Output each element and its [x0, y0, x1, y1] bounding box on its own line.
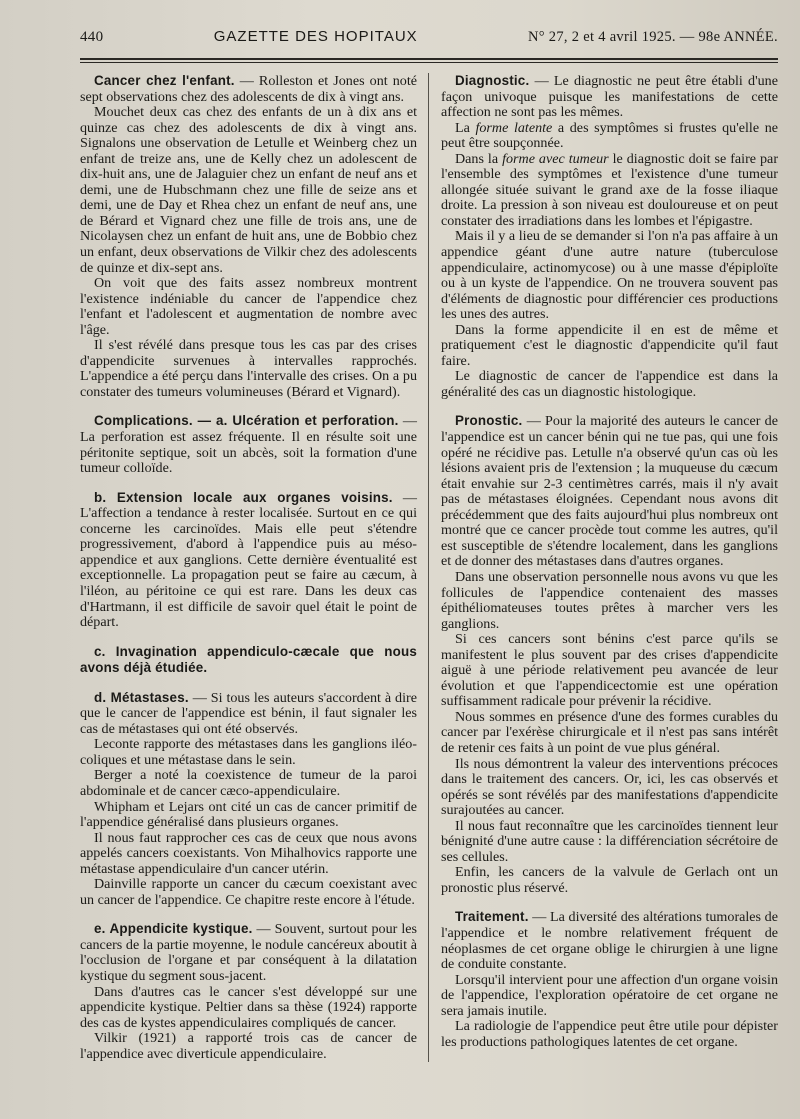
paragraph-text: — La perforation est assez fréquente. Il en résulte soit une péritonite septique, soit un abcès, soit la formation d'une tumeur colloïde.: [80, 413, 417, 477]
paragraph: [80, 644, 417, 677]
paragraph: [80, 921, 417, 984]
paragraph: Dans une observation personnelle nous avons vu que les follicules de l'appendice contenaient des masses épithéliomateuses toutes prêtes à marcher vers les ganglions.: [441, 568, 778, 632]
issue-info: N° 27, 2 et 4 avril 1925. — 98e ANNÉE.: [528, 29, 778, 45]
paragraph: Il s'est révélé dans presque tous les cas par des crises d'appendicite survenues à intervalles rapprochés. L'appendice a été perçu dans l'intervalle des crises. On a pu constater des tumeurs volumineuses (Bérard et Vignard).: [80, 337, 417, 400]
paragraph: Il nous faut rapprocher ces cas de ceux que nous avons appelés cancers coexistants. Von Mihalhovics rapporte une métastase appendiculaire d'un cancer utérin.: [80, 829, 417, 877]
italic-term: forme avec tumeur: [502, 150, 609, 167]
article-columns: [80, 73, 778, 1062]
section-heading: Cancer chez l'enfant.: [94, 73, 235, 88]
paragraph: Leconte rapporte des métastases dans les ganglions iléo-coliques et une métastase dans le sein.: [80, 736, 417, 768]
paragraph: [80, 413, 417, 476]
section-heading: e. Appendicite kystique.: [94, 921, 253, 937]
paragraph: Le diagnostic de cancer de l'appendice est dans la généralité des cas un diagnostic histologique.: [441, 368, 778, 400]
paragraph-text: — Rolleston et Jones ont noté sept observations chez des adolescents de dix à vingt ans.: [80, 73, 417, 105]
section-heading: Traitement.: [455, 909, 529, 925]
paragraph: Whipham et Lejars ont cité un cas de cancer primitif de l'appendice généralisé dans plusieurs organes.: [80, 798, 417, 831]
page-number: 440: [80, 29, 104, 45]
header-rule-thin: [80, 62, 778, 63]
paragraph: Dainville rapporte un cancer du cæcum coexistant avec un cancer de l'appendice. Ce chapitre reste encore à l'étude.: [80, 876, 417, 908]
section-heading: d. Métastases.: [94, 689, 189, 705]
paragraph: Nous sommes en présence d'une des formes curables du cancer par l'exérèse chirurgicale et il n'est pas sans intérêt de retenir ces faits à un point de vue plus général.: [441, 708, 778, 756]
paragraph: [80, 490, 417, 631]
paragraph: [441, 413, 778, 569]
paragraph-text: — Pour la majorité des auteurs le cancer de l'appendice est un cancer bénin qui ne tue pas, qui une fois opéré ne récidive pas. Letulle n'a observé qu'un cas où les lésions avaient pris de l'extension ; la muqueuse du cæcum était envahie sur 2-3 centimètres carrés, mais il n'y avait pas de métastases éloignées. Cependant nous avons dit précédemment que des faits aujourd'hui plus nombreux ont montré que ce cancer procède tout comme les autres, qu'il est susceptible de s'étendre localement, dans les ganglions et de donner des métastases dans d'autres organes.: [441, 413, 778, 570]
left-column: [80, 73, 428, 1062]
paragraph: [441, 909, 778, 972]
paragraph-text: a des symptômes si frustes qu'elle ne peut être soupçonnée.: [441, 119, 779, 152]
paragraph: Ils nous démontrent la valeur des interventions précoces dans le traitement des cancers. Or, ici, les cas observés et opérés se sont révélés par des manifestations d'appendicite surajoutées au cancer.: [441, 755, 778, 819]
paragraph-text: — Le diagnostic ne peut être établi d'une façon univoque puisque les manifestations de cette affection ne sont pas les mêmes.: [441, 73, 778, 121]
paragraph: [80, 73, 417, 105]
header-rule: [80, 58, 778, 60]
italic-term: forme latente: [475, 119, 553, 136]
right-column: [428, 73, 778, 1062]
paragraph-text: — La diversité des altérations tumorales de l'appendice et le nombre relativement fréquent de néoplasmes de cet organe oblige le chirurgien à une ligne de conduite constante.: [441, 909, 778, 973]
page-header: [80, 28, 778, 54]
paragraph-text: La: [455, 119, 476, 136]
section-heading: Pronostic.: [455, 413, 523, 429]
paragraph: [441, 152, 778, 230]
section-heading: Complications. — a. Ulcération et perforation.: [94, 413, 399, 429]
paragraph-text: — Si tous les auteurs s'accordent à dire que le cancer de l'appendice est bénin, il faut signaler les cas de métastases qui ont été observés.: [80, 689, 417, 737]
paragraph: Enfin, les cancers de la valvule de Gerlach ont un pronostic plus réservé.: [441, 864, 778, 896]
section-heading: Diagnostic.: [455, 73, 530, 88]
paragraph: Mouchet deux cas chez des enfants de un à dix ans et quinze cas chez des adolescents de dix à vingt ans. Signalons une observation de Letulle et Weinberg chez un enfant de treize ans, une de Kelly chez un adolescent de dix-huit ans, une de Jalaguier chez un enfant de neuf ans et demi, une de Hubschmann chez une fille de seize ans et demi, une de Day et Rhea chez un enfant de neuf ans, une de Bérard et Vignard chez une fille de trois ans, une de Nicolaysen chez un enfant de huit ans, une de Bobbio chez un enfant, deux observations de Vilkir chez des adolescents de quinze et dix-sept ans.: [80, 104, 417, 276]
paragraph: Dans d'autres cas le cancer s'est développé sur une appendicite kystique. Peltier dans sa thèse (1924) rapporte des cas de kystes appendiculaires compliqués de cancer.: [80, 983, 417, 1031]
section-heading: b. Extension locale aux organes voisins.: [94, 489, 393, 505]
paragraph: [441, 73, 778, 121]
paragraph-text: — L'affection a tendance à rester localisée. Surtout en ce qui concerne les carcinoïdes. Mais elle peut s'étendre progressivement, d'abord à l'appendice puis au méso-appendice et aux ganglions. Cette dernière éventualité est exceptionnelle. La propagation peut se faire au cæcum, à l'iléon, au péritoine ce qui est rare. Dans les deux cas d'Hartmann, il est difficile de savoir quel était le point de départ.: [80, 489, 417, 631]
paragraph: [80, 690, 417, 738]
paragraph: [441, 121, 778, 152]
paragraph: La radiologie de l'appendice peut être utile pour dépister les productions pathologiques latentes de cet organe.: [441, 1018, 778, 1050]
paragraph: Berger a noté la coexistence de tumeur de la paroi abdominale et de cancer cæco-appendiculaire.: [80, 767, 417, 799]
paragraph: Mais il y a lieu de se demander si l'on n'a pas affaire à un appendice géant d'une autre nature (tuberculose appendiculaire, actinomycose) ou à une masse d'épiploïte ou à un kyste de l'appendice. On ne trouvera souvent pas d'éléments de diagnostic pour différencier ces productions les unes des autres.: [441, 228, 778, 323]
paragraph: Vilkir (1921) a rapporté trois cas de cancer de l'appendice avec diverticule appendiculaire.: [80, 1030, 417, 1062]
paragraph: On voit que des faits assez nombreux montrent l'existence indéniable du cancer de l'appendice chez l'enfant et l'adolescent et augmentation de nombre avec l'âge.: [80, 275, 417, 338]
paragraph: Dans la forme appendicite il en est de même et pratiquement c'est le diagnostic d'appendicite qu'il faut faire.: [441, 321, 778, 369]
paragraph: Si ces cancers sont bénins c'est parce qu'ils se manifestent le plus souvent par des crises d'appendicite aiguë à une période relativement peu avancée de leur évolution et que l'appendicectomie est une opération suffisamment radicale pour prévenir la récidive.: [441, 631, 778, 710]
section-heading: c. Invagination appendiculo-cæcale que nous avons déjà étudiée.: [80, 643, 417, 676]
paragraph-text: — Souvent, surtout pour les cancers de la partie moyenne, le nodule cancéreux aboutit à l'occlusion de l'organe et par conséquent à la dilatation kystique du segment sous-jacent.: [80, 921, 417, 984]
paragraph: Lorsqu'il intervient pour une affection d'un organe voisin de l'appendice, l'exploration opératoire de cet organe ne sera jamais inutile.: [441, 971, 778, 1019]
paragraph: Il nous faut reconnaître que les carcinoïdes tiennent leur bénignité d'une autre cause : la différenciation sécrétoire de ses cellules.: [441, 817, 778, 865]
paragraph-text: Dans la: [455, 150, 503, 167]
journal-title: GAZETTE DES HOPITAUX: [213, 28, 418, 45]
paragraph-text: le diagnostic doit se faire par l'ensemble des symptômes et l'existence d'une tumeur allongée située suivant le grand axe de la fosse iliaque droite. La pression à son niveau est douloureuse et on peut constater des irradiations dans les lombes et l'épigastre.: [441, 150, 779, 229]
